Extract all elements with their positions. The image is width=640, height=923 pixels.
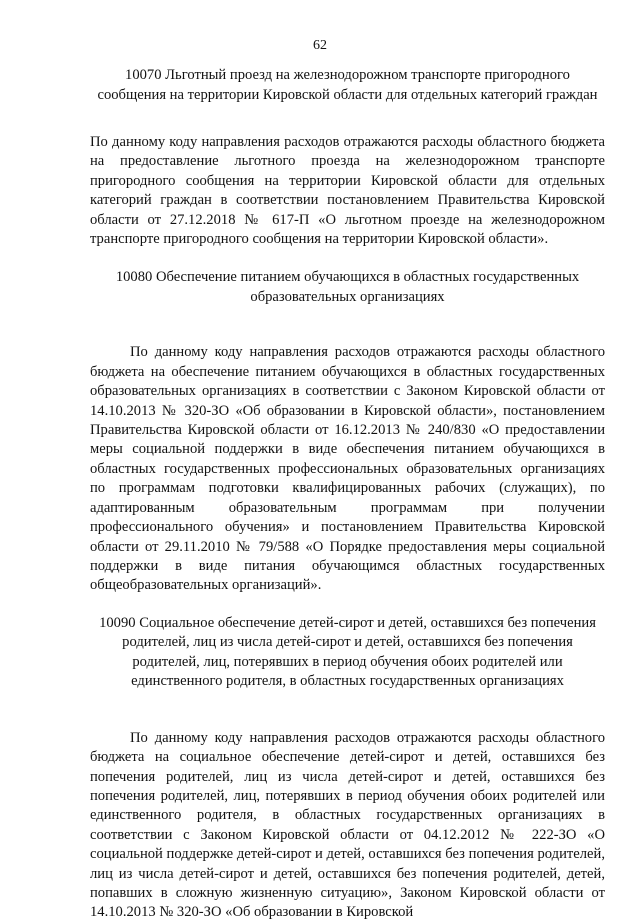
section-heading-10070: 10070 Льготный проезд на железнодорожном транспорте пригородного сообщения на территории Кировской области для отдельных категорий граждан	[97, 67, 598, 103]
section-paragraph-10090: По данному коду направления расходов отражаются расходы областного бюджета на социальное обеспечение детей-сирот и детей, оставшихся без попечения родителей, лиц из числа детей-сирот и детей, оставшихся без попечения родителей, лиц, потерявших в период обучения обоих родителей или единственного родителя, в областных государственных организациях в соответствии с Законом Кировской области от 04.12.2012 № 222-ЗО «О социальной поддержке детей-сирот и детей, оставшихся без попечения родителей, лиц из числа детей-сирот и детей, оставшихся без попечения родителей, детей, попавших в сложную жизненную ситуацию», Законом Кировской области от 14.10.2013 № 320-ЗО «Об образовании в Кировской	[90, 729, 605, 921]
section-heading-10080: 10080 Обеспечение питанием обучающихся в областных государственных образовательных организациях	[115, 269, 580, 305]
section-paragraph-10080: По данному коду направления расходов отражаются расходы областного бюджета на обеспечение питанием обучающихся в областных государственных образовательных организациях в соответствии с Законом Кировской области от 14.10.2013 № 320-ЗО «Об образовании в Кировской области», постановлением Правительства Кировской области от 16.12.2013 № 240/830 «О предоставлении меры социальной поддержки в виде обеспечения питанием обучающихся в областных государственных профессиональных образовательных организациях по программам подготовки квалифицированных рабочих (служащих), по адаптированным образовательным программам при получении профессионального обучения» и постановлением Правительства Кировской области от 29.11.2010 № 79/588 «О Порядке предоставления меры социальной поддержки в виде питания обучающимся областных государственных общеобразовательных организаций».	[90, 344, 605, 594]
document-content	[90, 66, 605, 923]
section-paragraph-10070: По данному коду направления расходов отражаются расходы областного бюджета на предоставление льготного проезда на железнодорожном транспорте пригородного сообщения на территории Кировской области для отдельных категорий граждан в соответствии постановлением Правительства Кировской области от 27.12.2018 № 617-П «О льготном проезде на железнодорожном транспорте пригородного сообщения на территории Кировской области».	[90, 134, 605, 248]
section-heading-10090: 10090 Социальное обеспечение детей-сирот и детей, оставшихся без попечения родителей, лиц из числа детей-сирот и детей, оставшихся без попечения родителей, лиц, потерявших в период обучения обоих родителей или единственного родителя, в областных государственных организациях	[99, 614, 596, 690]
page-number: 62	[313, 38, 327, 53]
